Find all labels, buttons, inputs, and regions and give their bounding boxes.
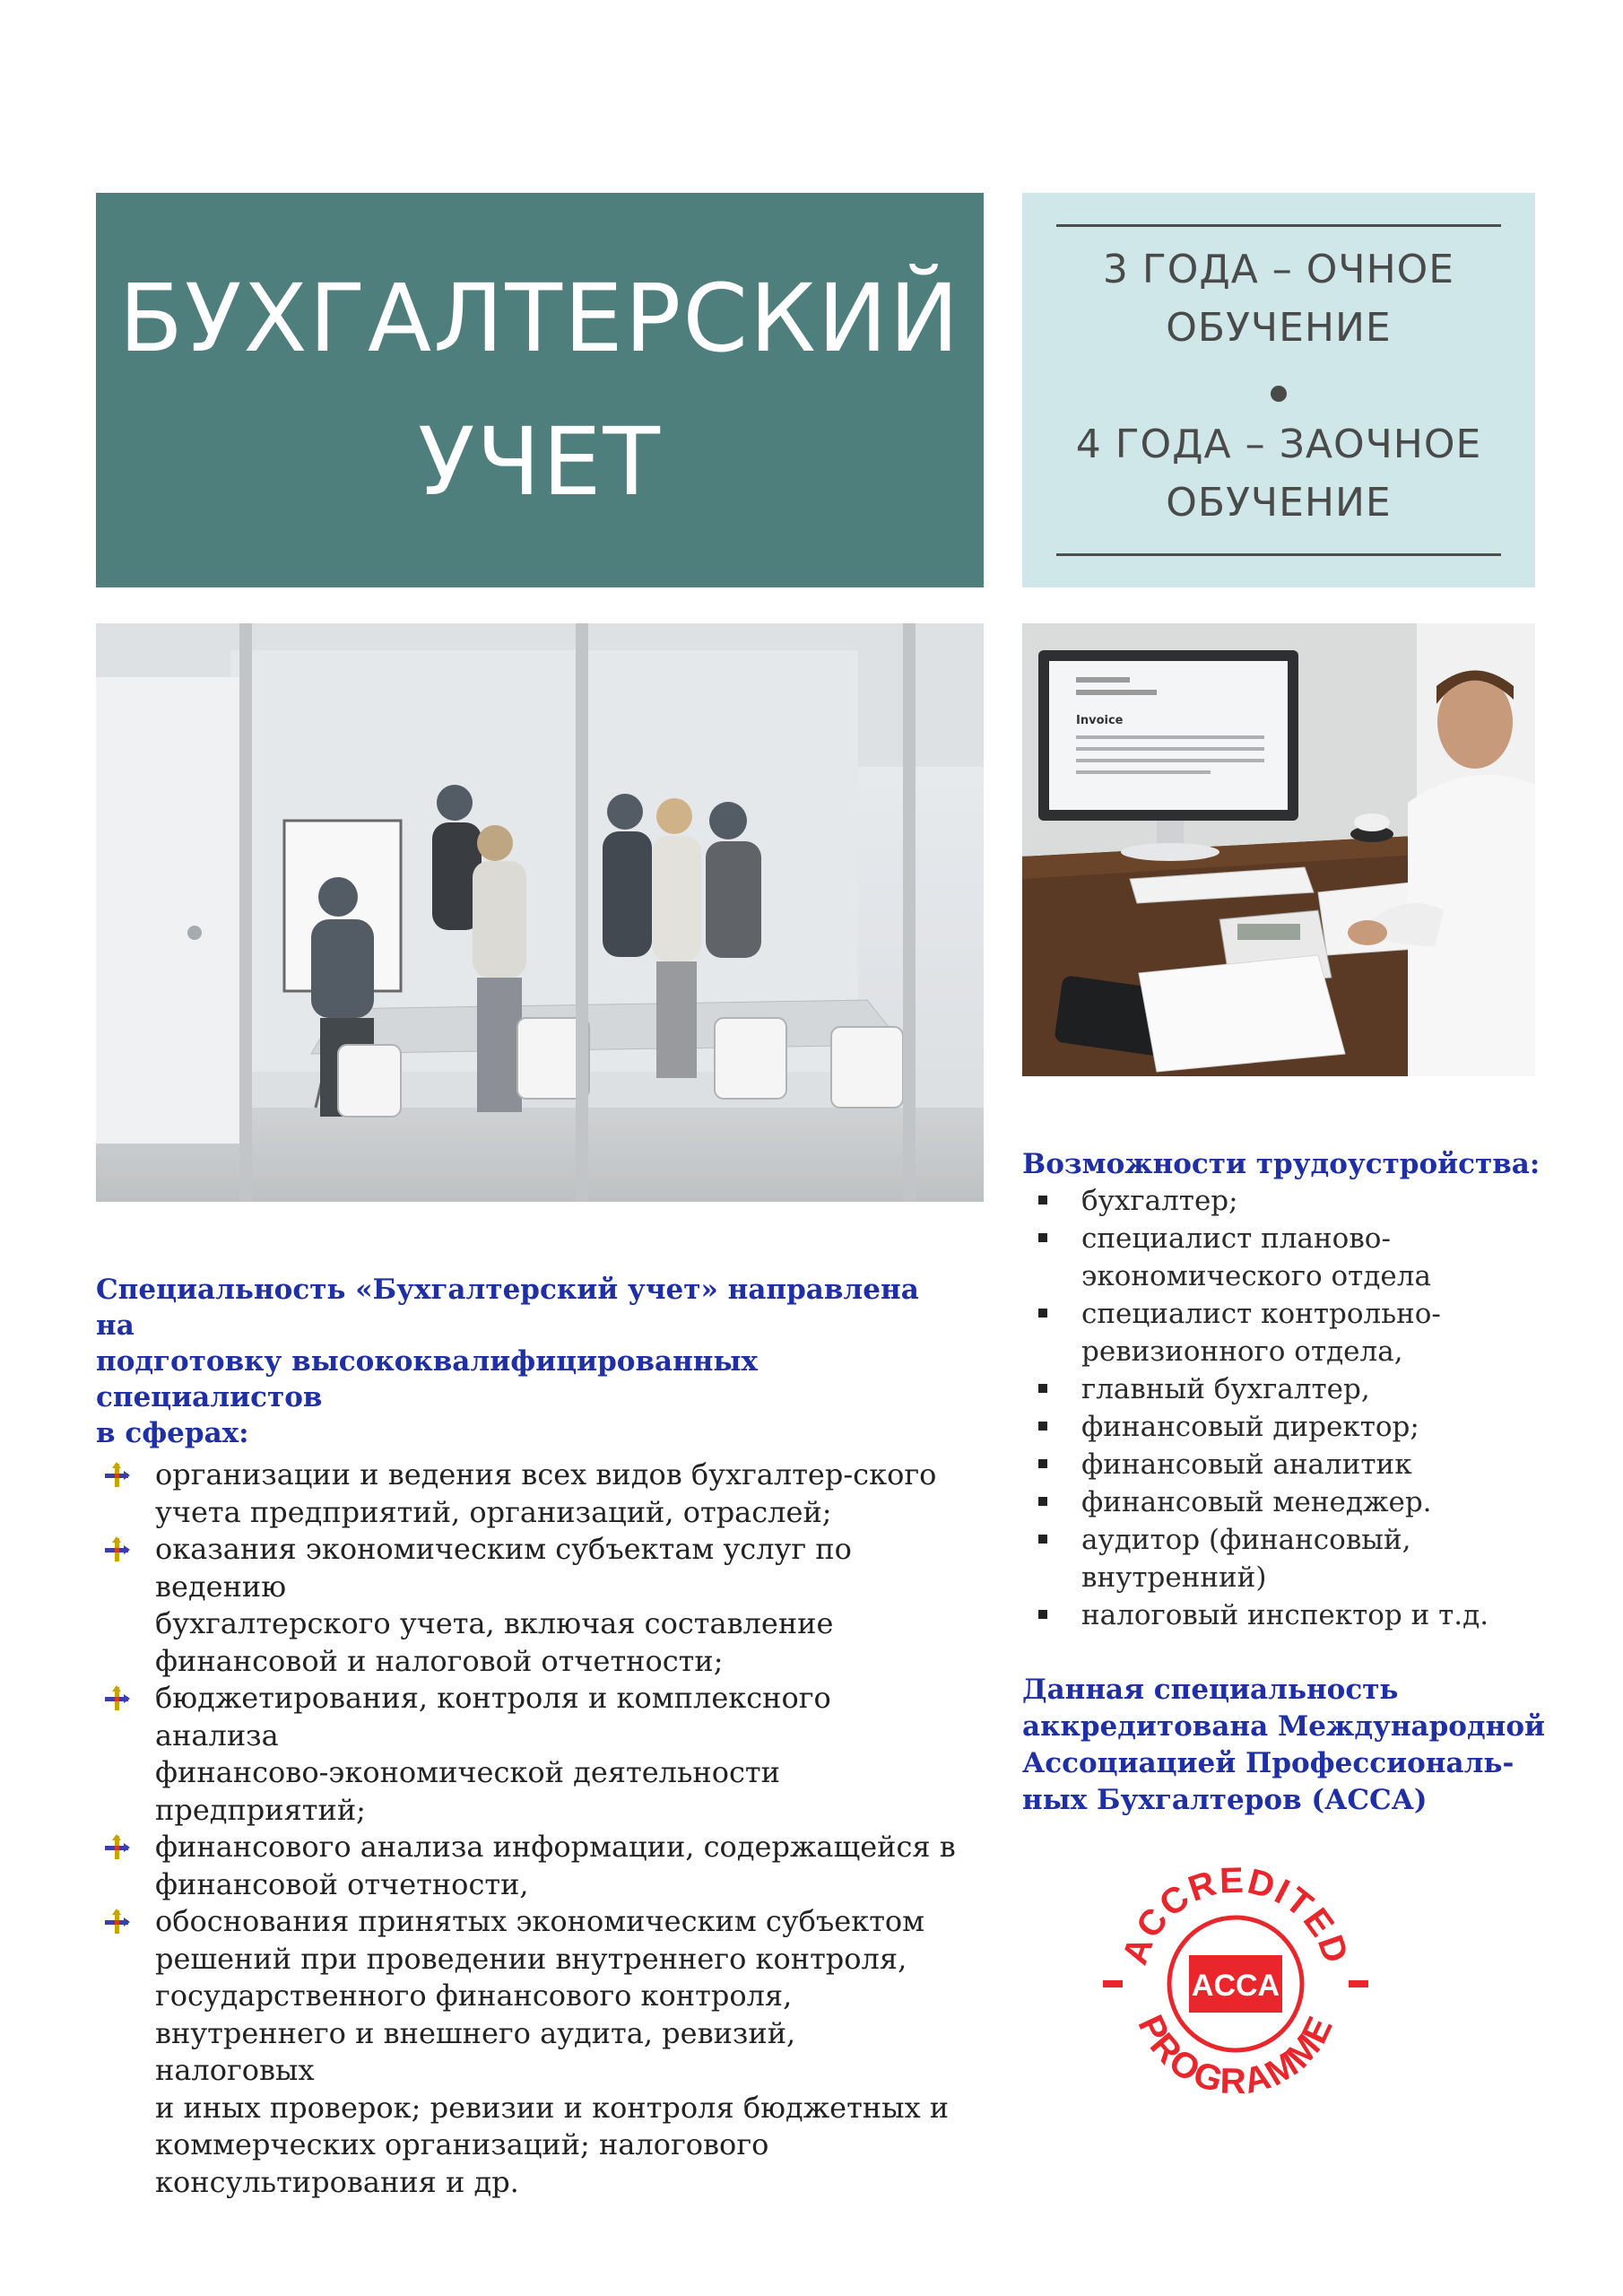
- accountant-desk-photo: [1022, 623, 1535, 1076]
- employment-item-line: бухгалтер;: [1081, 1185, 1238, 1217]
- title-line-2: УЧЕТ: [418, 407, 662, 517]
- employment-item: [1022, 1483, 1560, 1521]
- specialty-item-line: бухгалтерского учета, включая составление: [155, 1606, 834, 1640]
- accreditation-line-3: Ассоциацией Профессиональ-: [1022, 1747, 1515, 1779]
- specialty-item: [96, 1457, 957, 1531]
- employment-item-line: финансовый менеджер.: [1081, 1486, 1432, 1518]
- employment-item: [1022, 1521, 1560, 1596]
- employment-item: [1022, 1408, 1560, 1446]
- accreditation-note: [1022, 1672, 1560, 1819]
- parttime-line-1: 4 ГОДА – ЗАОЧНОЕ: [1075, 422, 1482, 467]
- invoice-label: Invoice: [1076, 714, 1124, 727]
- specialty-item-line: коммерческих организаций; налогового: [155, 2127, 769, 2161]
- employment-heading: Возможности трудоустройства:: [1022, 1148, 1541, 1180]
- specialty-item-line: и иных проверок; ревизии и контроля бюджетных и: [155, 2090, 950, 2125]
- specialty-item-line: финансовой и налоговой отчетности;: [155, 1643, 724, 1678]
- badge-bottom-text: PROGRAMME: [1130, 2009, 1341, 2102]
- specialty-item-line: финансовой отчетности,: [155, 1866, 529, 1901]
- bottom-divider: [1056, 553, 1501, 556]
- employment-item: [1022, 1446, 1560, 1483]
- employment-item-line: специалист контрольно-: [1081, 1298, 1441, 1330]
- top-divider: [1056, 224, 1501, 227]
- employment-item-line: специалист планово-: [1081, 1222, 1391, 1255]
- specialty-item-line: консультирования и др.: [155, 2164, 519, 2199]
- arrow-cross-bullet-icon: [103, 1685, 130, 1712]
- specialty-item-line: обоснования принятых экономическим субъектом: [155, 1904, 925, 1938]
- specialty-item-line: внутреннего и внешнего аудита, ревизий, налоговых: [155, 2015, 796, 2087]
- arrow-cross-bullet-icon: [103, 1462, 130, 1489]
- specialty-list: [96, 1457, 957, 2201]
- employment-item-line: главный бухгалтер,: [1081, 1373, 1370, 1405]
- specialty-item: [96, 1531, 957, 1680]
- employment-item-line: финансовый аналитик: [1081, 1448, 1412, 1481]
- employment-item: [1022, 1182, 1560, 1220]
- arrow-cross-bullet-icon: [103, 1536, 130, 1563]
- employment-item: [1022, 1220, 1560, 1295]
- badge-top-text: ACCREDITED: [1115, 1860, 1357, 1970]
- arrow-cross-bullet-icon: [103, 1834, 130, 1861]
- employment-item-line: аудитор (финансовый,: [1081, 1524, 1411, 1556]
- employment-section: [1022, 1146, 1560, 1634]
- specialty-section: [96, 1272, 957, 2201]
- badge-center-text: ACCA: [1191, 1969, 1280, 2003]
- employment-item: [1022, 1370, 1560, 1408]
- employment-item: [1022, 1295, 1560, 1370]
- fulltime-line-1: 3 ГОДА – ОЧНОЕ: [1102, 247, 1455, 292]
- svg-text:ACCREDITED: [1115, 1861, 1357, 1970]
- specialty-item-line: решений при проведении внутреннего контроля,: [155, 1941, 907, 1976]
- specialty-item-line: финансового анализа информации, содержащейся в: [155, 1830, 956, 1864]
- bullet-dot-icon: [1271, 386, 1287, 402]
- acca-logo-icon: [1101, 1849, 1370, 2118]
- specialty-item-line: организации и ведения всех видов бухгалтер-ского: [155, 1457, 937, 1492]
- meeting-room-photo: [96, 623, 984, 1202]
- specialty-item-line: учета предприятий, организаций, отраслей;: [155, 1494, 832, 1529]
- employment-item-line: ревизионного отдела,: [1081, 1335, 1403, 1368]
- arrow-cross-bullet-icon: [103, 1909, 130, 1935]
- employment-item-line: налоговый инспектор и т.д.: [1081, 1599, 1489, 1631]
- title-block: [96, 193, 984, 587]
- specialty-item-line: финансово-экономической деятельности: [155, 1755, 780, 1789]
- fulltime-line-2: ОБУЧЕНИЕ: [1166, 305, 1392, 351]
- meeting-room-illustration: [96, 623, 984, 1202]
- parttime-line-2: ОБУЧЕНИЕ: [1166, 480, 1392, 526]
- employment-list: [1022, 1182, 1560, 1634]
- title-line-1: БУХГАЛТЕРСКИЙ: [118, 264, 961, 373]
- accountant-illustration: [1022, 623, 1535, 1076]
- specialty-heading-line-2: подготовку высококвалифицированных специалистов: [96, 1345, 759, 1413]
- accreditation-line-2: аккредитована Международной: [1022, 1710, 1545, 1743]
- specialty-item-line: предприятий;: [155, 1792, 366, 1827]
- specialty-item: [96, 1903, 957, 2201]
- employment-item-line: внутренний): [1081, 1561, 1267, 1594]
- specialty-item-line: государственного финансового контроля,: [155, 1979, 793, 2013]
- specialty-item-line: оказания экономическим субъектам услуг по ведению: [155, 1532, 852, 1604]
- employment-item-line: финансовый директор;: [1081, 1411, 1419, 1443]
- accreditation-line-4: ных Бухгалтеров (АССА): [1022, 1784, 1428, 1816]
- specialty-item: [96, 1680, 957, 1829]
- employment-item: [1022, 1596, 1560, 1634]
- specialty-item-line: бюджетирования, контроля и комплексного анализа: [155, 1681, 831, 1752]
- employment-item-line: экономического отдела: [1081, 1260, 1431, 1292]
- specialty-item: [96, 1829, 957, 1903]
- specialty-heading-line-1: Специальность «Бухгалтерский учет» направлена на: [96, 1274, 919, 1342]
- specialty-heading: [96, 1272, 957, 1451]
- specialty-heading-line-3: в сферах:: [96, 1417, 249, 1449]
- accreditation-line-1: Данная специальность: [1022, 1674, 1399, 1706]
- acca-accredited-badge: [1101, 1849, 1370, 2118]
- study-duration-block: [1022, 193, 1535, 587]
- svg-text:PROGRAMME: [1130, 2009, 1341, 2101]
